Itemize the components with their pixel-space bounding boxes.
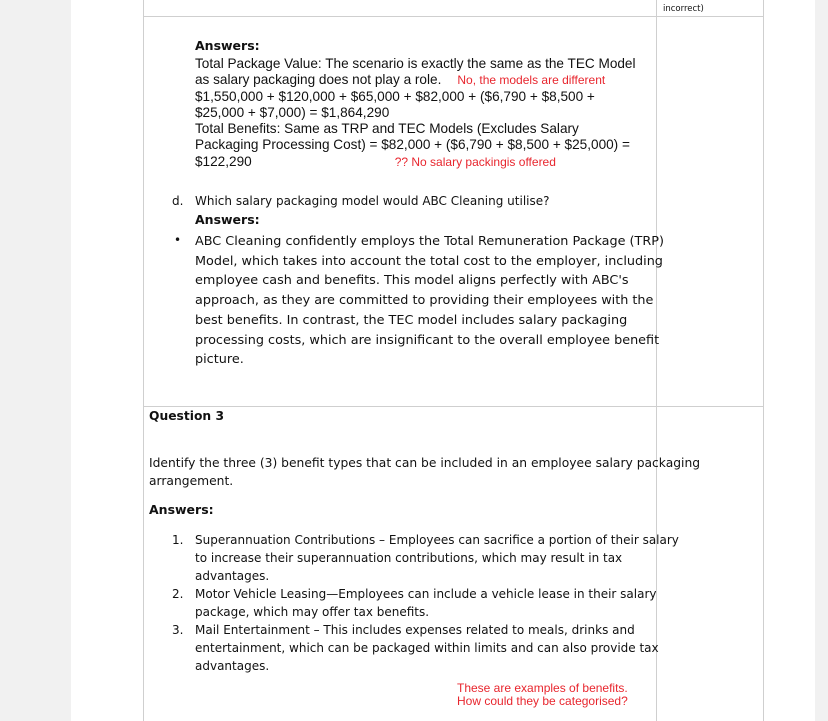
answers-heading-c: Answers: bbox=[195, 38, 260, 53]
answers-heading-d: Answers: bbox=[195, 212, 260, 227]
q3-item-line: entertainment, which can be packaged within limits and can also provide tax bbox=[195, 641, 659, 655]
answer-d-line: employee cash and benefits. This model aligns perfectly with ABC's bbox=[195, 273, 629, 289]
answer-c-line: Packaging Processing Cost) = $82,000 + ($6,790 + $8,500 + $25,000) = bbox=[195, 137, 630, 153]
answers-heading-q3: Answers: bbox=[149, 502, 214, 517]
bullet-icon: • bbox=[174, 233, 182, 247]
q3-item-line: advantages. bbox=[195, 569, 270, 583]
q3-item-number: 2. bbox=[172, 587, 184, 601]
q3-item-1 bbox=[195, 531, 679, 585]
table-left-border bbox=[143, 0, 144, 721]
answer-d-line: approach, as they are committed to providing their employees with the bbox=[195, 293, 654, 309]
answer-c-line: $25,000 + $7,000) = $1,864,290 bbox=[195, 104, 390, 120]
answer-d-line: processing costs, which are insignificant to the overall employee benefit bbox=[195, 332, 660, 348]
answer-c-line: Total Package Value: The scenario is exactly the same as the TEC Model bbox=[195, 56, 636, 71]
answer-c-line: $1,550,000 + $120,000 + $65,000 + $82,000 + ($6,790 + $8,500 + bbox=[195, 88, 595, 104]
answer-d-paragraph bbox=[195, 232, 664, 370]
question-d-label: d. bbox=[172, 194, 184, 208]
answer-c-block bbox=[195, 56, 636, 170]
document-page bbox=[71, 0, 815, 721]
q3-item-line: advantages. bbox=[195, 659, 270, 673]
answer-d-line: Model, which takes into account the total cost to the employer, including bbox=[195, 253, 663, 269]
answer-c-line: as salary packaging does not play a role. No, the models are different bbox=[195, 72, 606, 88]
review-comment-models: No, the models are different bbox=[457, 73, 606, 88]
question-d-text: Which salary packaging model would ABC Cleaning utilise? bbox=[195, 194, 550, 208]
q3-item-number: 1. bbox=[172, 533, 184, 547]
q3-item-line: Motor Vehicle Leasing—Employees can include a vehicle lease in their salary bbox=[195, 587, 657, 601]
side-note-fragment: incorrect) bbox=[663, 4, 704, 14]
q3-item-line: Superannuation Contributions – Employees can sacrifice a portion of their salary bbox=[195, 533, 679, 547]
q3-item-number: 3. bbox=[172, 623, 184, 637]
question3-prompt-line: arrangement. bbox=[149, 473, 234, 488]
q3-item-line: package, which may offer tax benefits. bbox=[195, 605, 430, 619]
question3-prompt bbox=[149, 455, 700, 490]
question3-prompt-line: Identify the three (3) benefit types that can be included in an employee salary packaging bbox=[149, 456, 701, 470]
q3-item-3 bbox=[195, 621, 659, 675]
answer-d-line: best benefits. In contrast, the TEC model includes salary packaging bbox=[195, 312, 628, 328]
q3-item-line: to increase their superannuation contributions, which may result in tax bbox=[195, 551, 623, 565]
row-divider-question3 bbox=[143, 406, 764, 407]
q3-item-2 bbox=[195, 585, 657, 621]
table-right-border bbox=[763, 0, 764, 721]
answer-c-line: $122,290 ?? No salary packingis offered bbox=[195, 153, 556, 169]
answer-c-line: Total Benefits: Same as TRP and TEC Models (Excludes Salary bbox=[195, 121, 579, 137]
review-comment-categorise bbox=[457, 682, 628, 707]
question3-title: Question 3 bbox=[149, 409, 225, 423]
review-comment-line: These are examples of benefits. bbox=[457, 681, 628, 695]
q3-item-line: Mail Entertainment – This includes expenses related to meals, drinks and bbox=[195, 623, 635, 637]
review-comment-packaging: ?? No salary packingis offered bbox=[394, 154, 556, 169]
answer-d-line: ABC Cleaning confidently employs the Total Remuneration Package (TRP) bbox=[195, 234, 664, 249]
row-divider-top bbox=[143, 16, 764, 17]
answer-d-line: picture. bbox=[195, 352, 244, 368]
review-comment-line: How could they be categorised? bbox=[457, 693, 628, 708]
